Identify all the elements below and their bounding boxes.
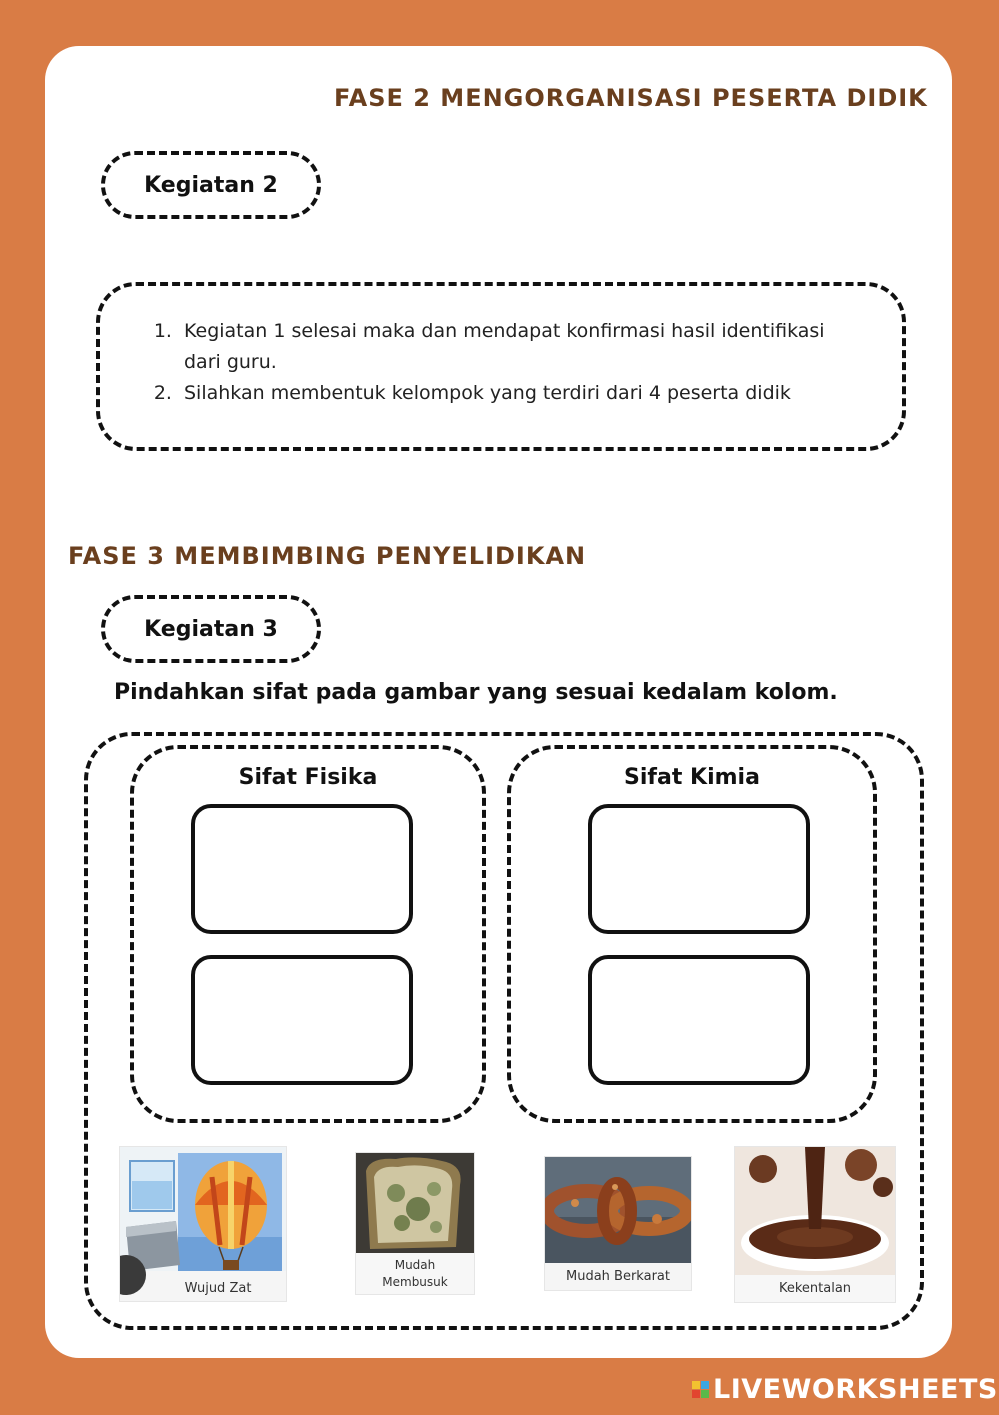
card-mudah-membusuk[interactable]	[355, 1152, 475, 1295]
card-mudah-berkarat[interactable]	[544, 1156, 692, 1291]
phase-3-title: FASE 3 MEMBIMBING PENYELIDIKAN	[68, 542, 587, 570]
card-caption: Kekentalan	[778, 1281, 852, 1296]
activity-2-badge: Kegiatan 2	[101, 151, 321, 219]
card-caption: Mudah Berkarat	[566, 1269, 670, 1284]
activity-3-badge: Kegiatan 3	[101, 595, 321, 663]
physical-drop-zone-1[interactable]	[191, 804, 413, 934]
card-kekentalan[interactable]	[734, 1146, 896, 1303]
brand-name: LIVEWORKSHEETS	[713, 1374, 998, 1405]
instructions-box	[96, 282, 906, 451]
logo-icon	[692, 1381, 709, 1398]
liveworksheets-logo	[692, 1374, 998, 1405]
chemical-column-title: Sifat Kimia	[624, 765, 760, 790]
states-of-matter-image	[120, 1147, 286, 1301]
physical-column-title: Sifat Fisika	[238, 765, 378, 790]
card-wujud-zat[interactable]	[119, 1146, 287, 1302]
card-caption: Mudah Membusuk	[382, 1258, 448, 1289]
instruction-item: 1. Kegiatan 1 selesai maka dan mendapat konfirmasi hasil identifikasi dari guru.	[178, 316, 858, 378]
chemical-drop-zone-2[interactable]	[588, 955, 810, 1085]
phase-2-title: FASE 2 MENGORGANISASI PESERTA DIDIK	[334, 84, 928, 112]
task-instruction: Pindahkan sifat pada gambar yang sesuai kedalam kolom.	[114, 680, 838, 705]
card-caption: Wujud Zat	[184, 1281, 252, 1296]
chemical-drop-zone-1[interactable]	[588, 804, 810, 934]
physical-drop-zone-2[interactable]	[191, 955, 413, 1085]
instruction-item: 2. Silahkan membentuk kelompok yang terdiri dari 4 peserta didik	[178, 378, 858, 409]
chocolate-image	[735, 1147, 895, 1302]
